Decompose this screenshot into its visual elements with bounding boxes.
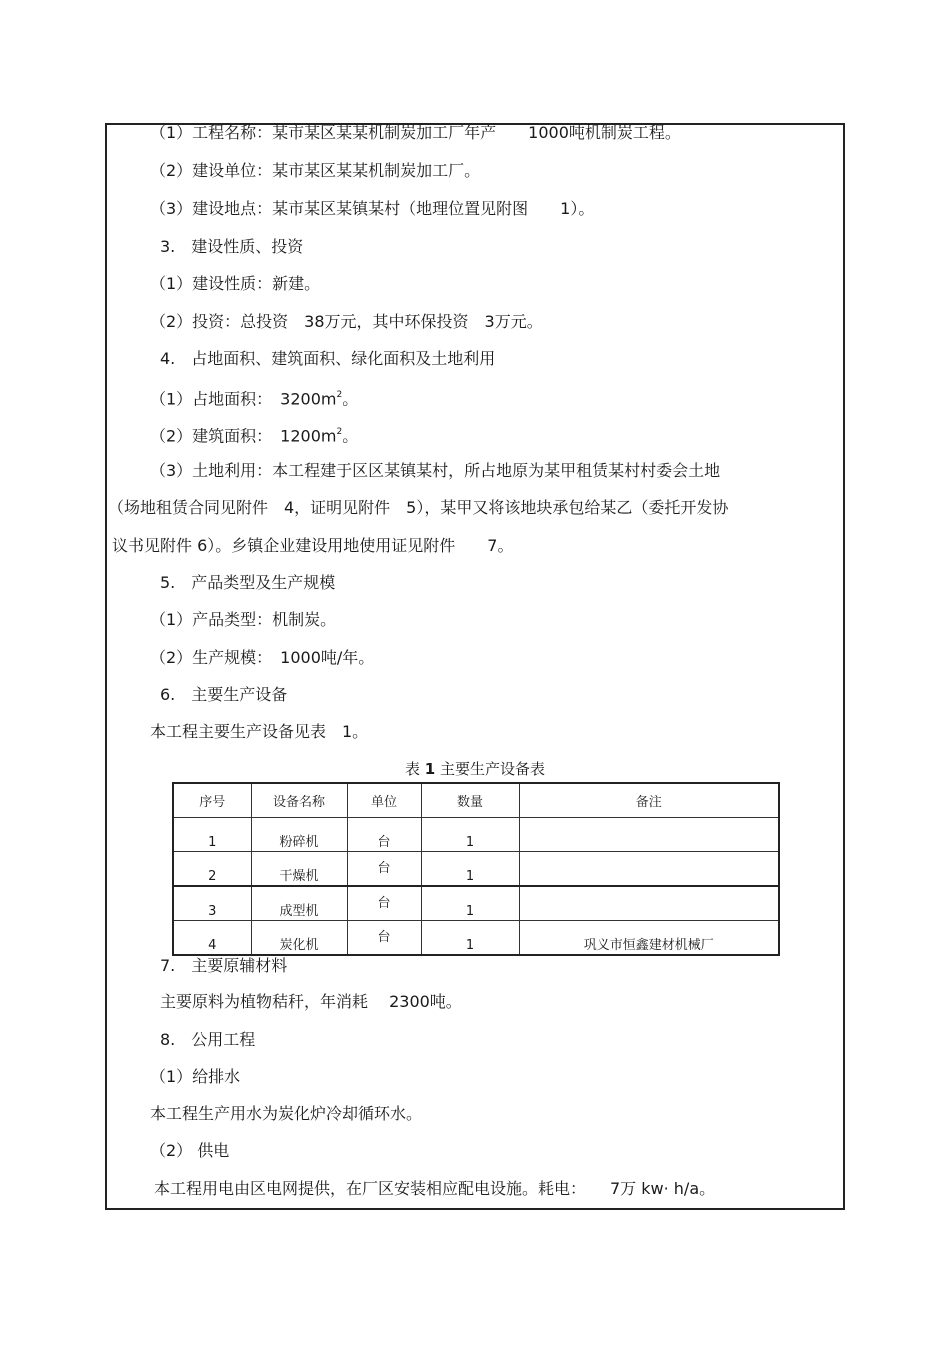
cell-remark <box>519 886 779 921</box>
header-index: 序号 <box>173 783 251 818</box>
caption-prefix: 表 <box>404 760 420 778</box>
cell-index: 3 <box>173 886 251 921</box>
building-area-end: 。 <box>342 426 359 446</box>
section-5-heading: 5. 产品类型及生产规模 <box>160 573 336 592</box>
section-3-heading: 3. 建设性质、投资 <box>160 237 304 256</box>
land-area-line <box>150 385 358 410</box>
investment-line: （2）投资：总投资 38万元，其中环保投资 3万元。 <box>150 312 543 331</box>
cell-device-name: 炭化机 <box>251 921 347 956</box>
cell-unit <box>347 921 421 956</box>
construction-unit-line: （2）建设单位：某市某区某某机制炭加工厂。 <box>150 161 481 180</box>
table-row <box>173 852 779 887</box>
cell-index: 2 <box>173 852 251 887</box>
cell-unit-text: 台 <box>377 861 391 876</box>
cell-index: 1 <box>173 818 251 852</box>
cell-device-name: 粉碎机 <box>251 818 347 852</box>
cell-remark: 巩义市恒鑫建材机械厂 <box>519 921 779 956</box>
raw-material-line: 主要原料为植物秸秆，年消耗 2300吨。 <box>160 992 462 1011</box>
section-7-heading: 7. 主要原辅材料 <box>160 956 288 975</box>
project-name-line: （1）工程名称：某市某区某某机制炭加工厂年产 1000吨机制炭工程。 <box>150 123 681 142</box>
table-header-row <box>173 783 779 818</box>
section-6-heading: 6. 主要生产设备 <box>160 685 288 704</box>
construction-nature-line: （1）建设性质：新建。 <box>150 274 321 293</box>
land-use-line-2: （场地租赁合同见附件 4，证明见附件 5），某甲又将该地块承包给某乙（委托开发协 <box>108 498 729 517</box>
table-row <box>173 818 779 852</box>
cell-unit-text: 台 <box>377 930 391 945</box>
power-supply-line: 本工程用电由区电网提供，在厂区安装相应配电设施。耗电： 7万 kw· h/a。 <box>154 1179 716 1198</box>
land-area-end: 。 <box>342 389 359 409</box>
cell-unit: 台 <box>347 818 421 852</box>
table-row <box>173 886 779 921</box>
table-caption <box>0 759 950 779</box>
production-scale-line: （2）生产规模： 1000吨/年。 <box>150 648 375 667</box>
cell-quantity: 1 <box>421 852 519 887</box>
table-row <box>173 921 779 956</box>
building-area-sup: 2 <box>336 427 343 437</box>
product-type-line: （1）产品类型：机制炭。 <box>150 610 337 629</box>
header-device-name: 设备名称 <box>251 783 347 818</box>
cell-remark <box>519 852 779 887</box>
header-remark: 备注 <box>519 783 779 818</box>
cell-quantity: 1 <box>421 886 519 921</box>
water-supply-heading: （1）给排水 <box>150 1067 241 1086</box>
land-use-line-1: （3）土地利用：本工程建于区区某镇某村，所占地原为某甲租赁某村村委会土地 <box>150 461 721 480</box>
section-4-heading: 4. 占地面积、建筑面积、绿化面积及土地利用 <box>160 349 496 368</box>
land-area-text: （1）占地面积： 3200m <box>150 389 337 409</box>
header-unit: 单位 <box>347 783 421 818</box>
cell-device-name: 干燥机 <box>251 852 347 887</box>
building-area-line <box>150 422 358 447</box>
cell-device-name: 成型机 <box>251 886 347 921</box>
land-use-line-3: 议书见附件 6）。乡镇企业建设用地使用证见附件 7。 <box>112 536 514 555</box>
section-8-heading: 8. 公用工程 <box>160 1030 256 1049</box>
caption-number: 1 <box>424 760 436 778</box>
cell-quantity: 1 <box>421 818 519 852</box>
header-quantity: 数量 <box>421 783 519 818</box>
equipment-intro-line: 本工程主要生产设备见表 1。 <box>150 722 369 741</box>
cell-remark <box>519 818 779 852</box>
caption-title: 主要生产设备表 <box>440 760 546 778</box>
cell-unit-text: 台 <box>377 896 391 911</box>
land-area-sup: 2 <box>336 390 343 400</box>
construction-site-line: （3）建设地点：某市某区某镇某村（地理位置见附图 1）。 <box>150 199 595 218</box>
equipment-table <box>172 782 780 956</box>
water-supply-line: 本工程生产用水为炭化炉冷却循环水。 <box>150 1104 423 1123</box>
cell-quantity: 1 <box>421 921 519 956</box>
cell-unit <box>347 886 421 921</box>
cell-index: 4 <box>173 921 251 956</box>
building-area-text: （2）建筑面积： 1200m <box>150 426 337 446</box>
power-supply-heading: （2） 供电 <box>150 1141 230 1160</box>
cell-unit <box>347 852 421 887</box>
